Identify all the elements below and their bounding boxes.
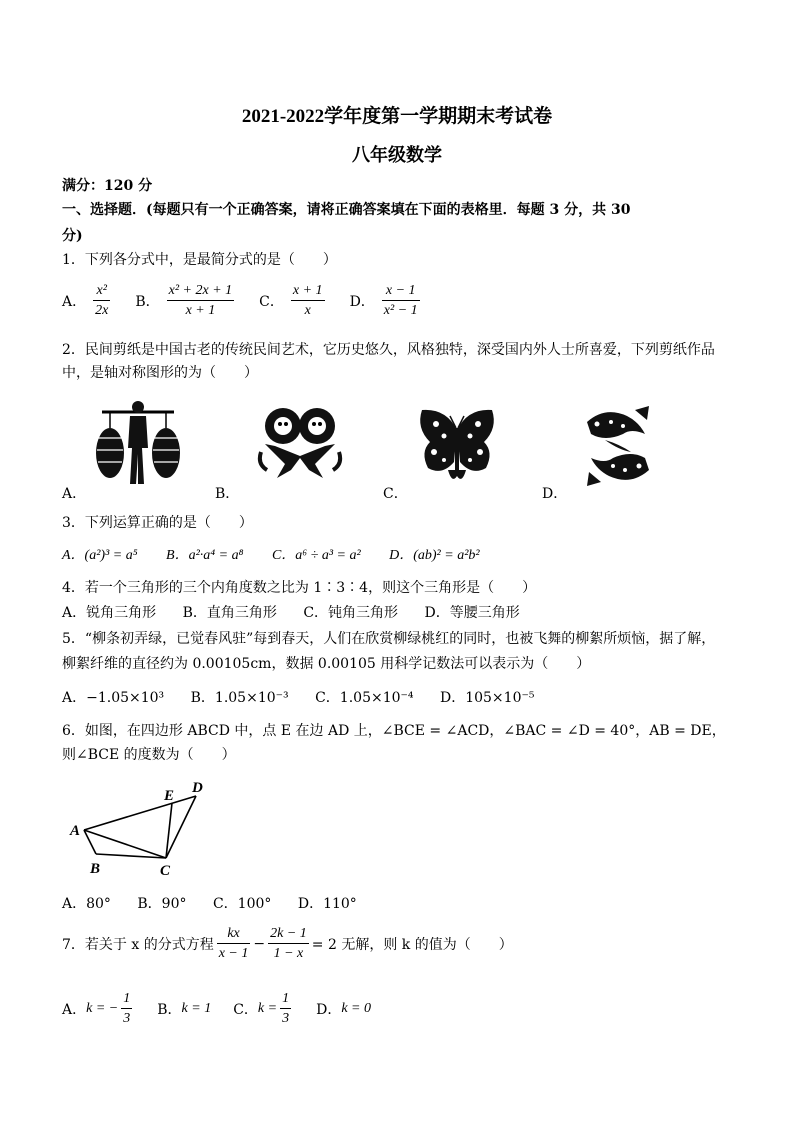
section-heading-line2: 分) [62,228,83,244]
denominator: x − 1 [218,946,249,961]
q1-option-d[interactable] [350,282,423,319]
q1-option-a[interactable] [62,282,113,319]
q3-options [62,544,502,564]
option-expression: k = 0 [341,1000,371,1016]
denominator: 3 [123,1011,131,1026]
q7-option-a[interactable] [62,990,135,1027]
denominator: 1 − x [273,946,304,961]
q2-label-c: C． [383,486,408,502]
papercut-porter-icon [88,398,188,490]
option-label: B． [135,293,160,310]
denominator: x² − 1 [383,303,418,318]
full-score: 满分：120 分 [62,178,153,194]
q7-option-c[interactable] [233,990,294,1027]
denominator: 3 [282,1011,290,1026]
minus-sign: − [253,935,266,952]
q7-stem-post: = 2 无解，则 k 的值为（ ） [311,936,513,953]
q4-option-a[interactable]: A．锐角三角形 [62,605,157,621]
page-title: 2021-2022学年度第一学期期末考试卷 [241,106,553,127]
q3-option-d[interactable]: D．(ab)² = a²b² [389,548,480,563]
numerator: x² + 2x + 1 [167,282,235,301]
q6-options [62,893,379,913]
q3-stem: 3．下列运算正确的是（ ） [62,515,253,531]
q7-option-d[interactable] [316,999,371,1019]
q3-option-c[interactable]: C．a⁶ ÷ a³ = a² [271,548,361,563]
q5-options [62,687,556,707]
q5-stem-line2: 柳絮纤维的直径约为 0.00105cm，数据 0.00105 用科学记数法可以表示为（ ） [62,656,591,672]
fraction [121,990,132,1027]
denominator: 2x [95,303,109,318]
numerator: 1 [280,990,291,1009]
q2-label-a: A． [62,486,87,502]
label-e: E [164,788,175,804]
page-subtitle: 八年级数学 [352,145,442,165]
q5-option-a[interactable]: A．−1.05×10³ [62,690,165,706]
q7-option-b[interactable] [157,999,211,1019]
q7-stem-pre: 7．若关于 x 的分式方程 [62,936,214,953]
label-d: D [192,780,203,796]
q5-option-d[interactable]: D．105×10⁻⁵ [439,690,535,706]
label-b: B [90,861,101,877]
q5-option-c[interactable]: C．1.05×10⁻⁴ [315,690,414,706]
fraction [382,282,420,319]
option-label: D． [316,1001,342,1018]
q6-stem-line2: 则∠BCE 的度数为（ ） [62,747,236,763]
q2-label-b: B． [215,486,240,502]
q4-stem: 4．若一个三角形的三个内角度数之比为 1∶3∶4，则这个三角形是（ ） [62,580,537,596]
denominator: x + 1 [185,303,216,318]
numerator: kx [217,925,251,944]
q6-option-a[interactable]: A．80° [62,896,111,912]
q5-option-b[interactable]: B．1.05×10⁻³ [190,690,289,706]
quadrilateral-figure [62,772,222,882]
q1-option-c[interactable] [259,282,327,319]
q7-stem [62,925,513,962]
q7-options [62,990,393,1027]
option-label: A． [62,1001,87,1018]
q3-option-b[interactable]: B．a²·a⁴ = a⁸ [166,548,244,563]
q6-option-d[interactable]: D．110° [297,896,357,912]
q4-option-d[interactable]: D．等腰三角形 [424,605,520,621]
label-a: A [70,823,81,839]
papercut-butterfly-icon [416,406,498,486]
q4-options [62,602,542,622]
numerator: 1 [121,990,132,1009]
option-label: B． [157,1001,182,1018]
q4-option-c[interactable]: C．钝角三角形 [303,605,399,621]
q2-stem-line2: 中，是轴对称图形的为（ ） [62,365,258,381]
denominator: x [304,303,311,318]
section-heading-line1: 一、选择题．(每题只有一个正确答案，请将正确答案填在下面的表格里．每题 3 分，共 30 [62,202,631,218]
fraction [291,282,325,319]
fraction [280,990,291,1027]
q1-option-b[interactable] [135,282,237,319]
q6-stem-line1: 6．如图，在四边形 ABCD 中，点 E 在边 AD 上，∠BCE = ∠ACD，∠BAC = ∠D = 40°，AB = DE， [62,723,726,739]
numerator: x + 1 [291,282,325,301]
q2-label-d: D． [542,486,568,502]
fraction [167,282,235,319]
q1-stem: 1．下列各分式中，是最简分式的是（ ） [62,252,337,268]
option-label: D． [349,293,375,310]
q4-option-b[interactable]: B．直角三角形 [182,605,277,621]
q6-option-b[interactable]: B．90° [137,896,187,912]
option-expression: k = − [86,1000,119,1016]
option-label: A． [62,293,87,310]
q2-stem-line1: 2．民间剪纸是中国古老的传统民间艺术，它历史悠久，风格独特，深受国内外人士所喜爱，下列剪纸作品 [62,342,715,358]
option-expression: k = 1 [181,1000,212,1016]
option-label: C． [259,293,284,310]
numerator: 2k − 1 [268,925,309,944]
option-label: C． [233,1001,258,1018]
numerator: x − 1 [382,282,420,301]
q6-option-c[interactable]: C．100° [212,896,272,912]
numerator: x² [93,282,110,301]
fraction [217,925,251,962]
papercut-children-icon [255,404,345,482]
papercut-fish-icon [575,404,661,488]
q1-options [62,282,445,319]
q5-stem-line1: 5．“柳条初弄绿，已觉春风驻”每到春天，人们在欣赏柳绿桃红的同时，也被飞舞的柳絮所烦恼，据了解， [62,631,716,647]
label-c: C [160,863,171,879]
option-expression: k = [257,1000,278,1016]
fraction [93,282,110,319]
q3-option-a[interactable]: A．(a²)³ = a⁵ [62,548,138,563]
fraction [268,925,309,962]
